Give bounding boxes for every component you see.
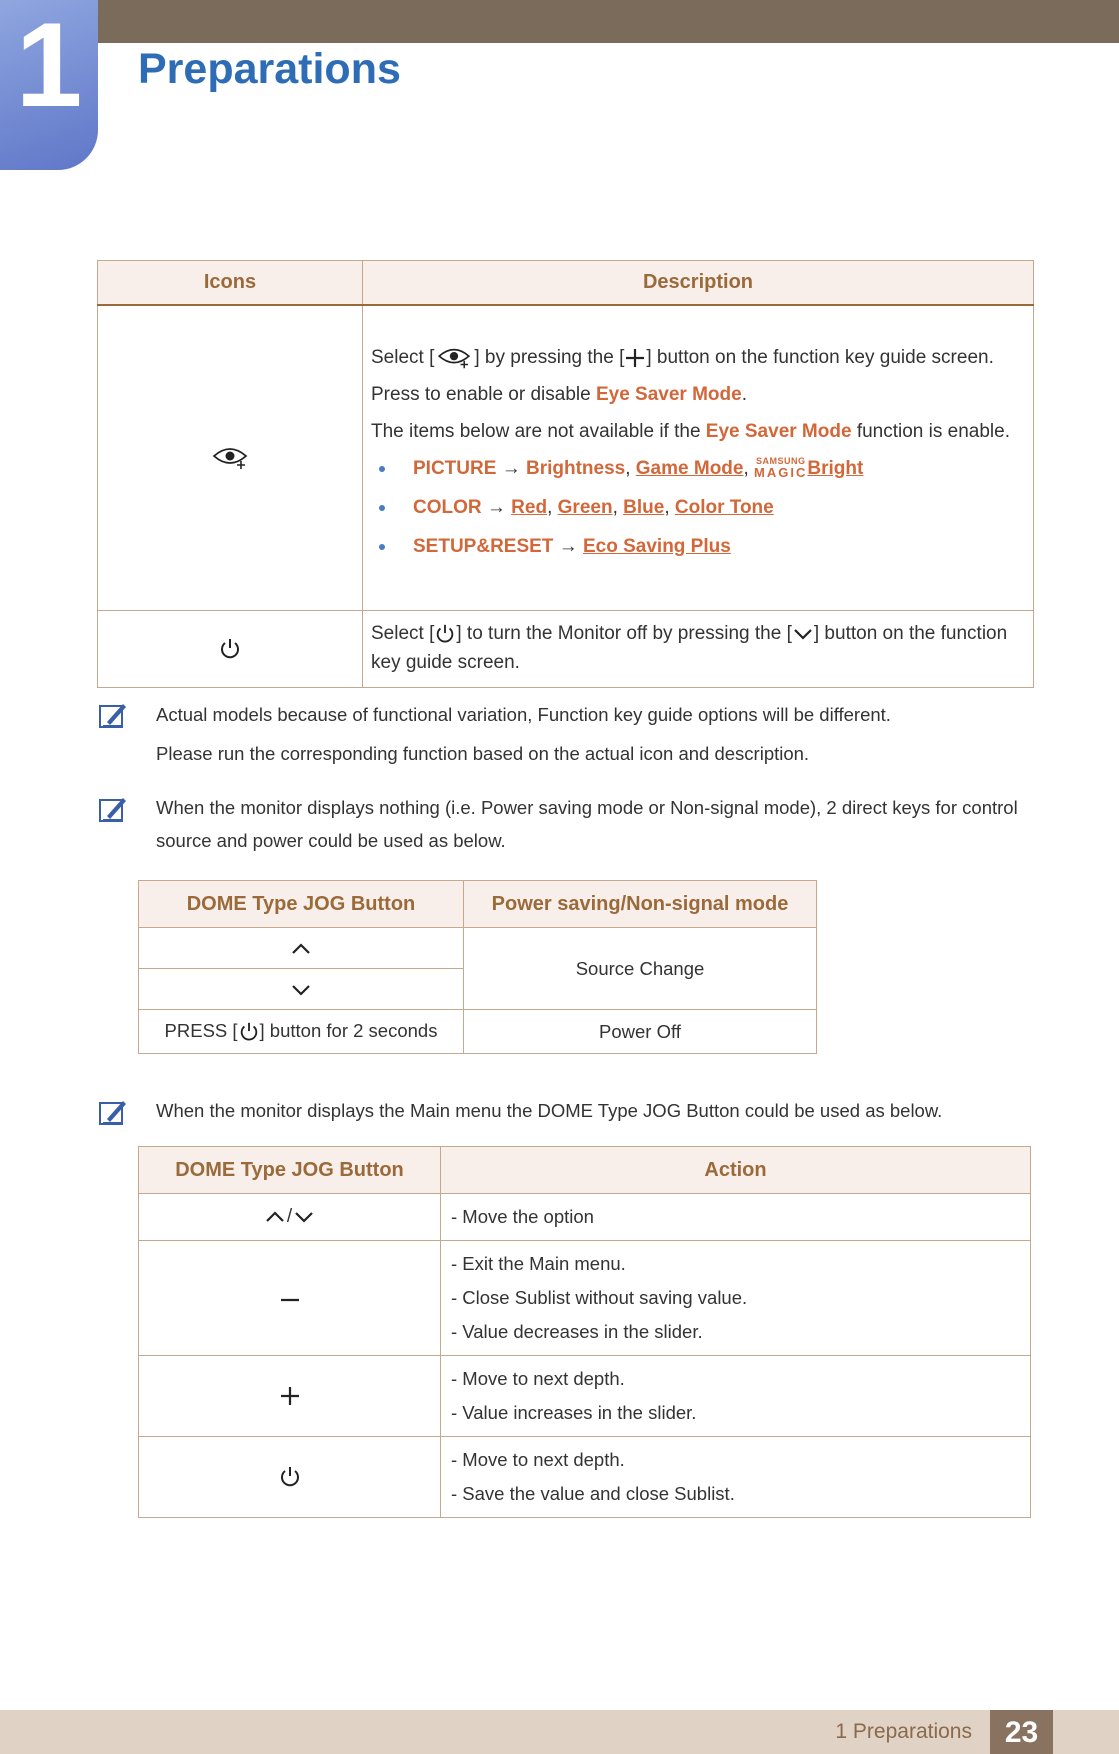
table-row [139, 1241, 1031, 1356]
chevron-down-icon [792, 624, 814, 644]
chevron-up-icon [263, 1208, 287, 1226]
game-mode-link[interactable]: Game Mode [635, 457, 744, 479]
page-number: 23 [990, 1710, 1053, 1754]
list-item: PICTURE → Brightness, Game Mode, SAMSUNG MAGIC Bright [371, 454, 1025, 483]
table-row [98, 611, 1034, 688]
note-icon [97, 700, 127, 730]
footer-label: 1 Preparations [835, 1720, 972, 1743]
note-text: Please run the corresponding function based on the actual icon and description. [156, 743, 810, 764]
power-description: Select [ ] to turn the Monitor off by pressing the [ ] button on the function key guide screen. [363, 611, 1034, 688]
power-icon [434, 623, 456, 645]
chapter-number-tab: 1 [0, 0, 98, 170]
table-row [139, 928, 817, 969]
header-action: Action [441, 1147, 1031, 1194]
power-saving-table [138, 880, 817, 1054]
action-cell: - Move the option [441, 1194, 1031, 1241]
header-button: DOME Type JOG Button [139, 881, 464, 928]
chevron-up-cell [139, 928, 464, 969]
source-change-cell: Source Change [464, 928, 817, 1010]
list-item: SETUP&RESET → Eco Saving Plus [371, 532, 1025, 561]
footer-bar [0, 1710, 1119, 1754]
note-text: Actual models because of functional variation, Function key guide options will be different. [156, 704, 891, 725]
header-mode: Power saving/Non-signal mode [464, 881, 817, 928]
table-row [98, 305, 1034, 611]
icons-description-table [97, 260, 1034, 688]
power-icon [218, 637, 242, 661]
header-bar [0, 0, 1119, 43]
main-menu-table [138, 1146, 1031, 1518]
table-row [139, 1356, 1031, 1437]
power-icon [238, 1021, 260, 1043]
chevron-down-cell [139, 969, 464, 1010]
note-icon [97, 794, 127, 824]
power-cell [139, 1437, 441, 1518]
plus-icon [624, 347, 646, 369]
press-power-cell: PRESS [ ] button for 2 seconds [139, 1010, 464, 1054]
header-icons: Icons [98, 261, 363, 305]
eye-saver-icon-cell [98, 305, 363, 611]
plus-cell [139, 1356, 441, 1437]
power-icon-cell [98, 611, 363, 688]
header-button: DOME Type JOG Button [139, 1147, 441, 1194]
power-icon [278, 1465, 302, 1489]
table-row [139, 1437, 1031, 1518]
magic-bright-link[interactable]: Bright [807, 457, 864, 479]
minus-icon [278, 1288, 302, 1308]
chevron-down-icon [292, 1208, 316, 1226]
table-row [139, 1194, 1031, 1241]
page-title: Preparations [138, 45, 401, 93]
green-link[interactable]: Green [557, 496, 613, 518]
note-text: When the monitor displays the Main menu the DOME Type JOG Button could be used as below. [156, 1100, 943, 1121]
minus-cell [139, 1241, 441, 1356]
action-cell: - Move to next depth. - Value increases in the slider. [441, 1356, 1031, 1437]
list-item: COLOR → Red, Green, Blue, Color Tone [371, 493, 1025, 522]
up-down-cell: / [139, 1194, 441, 1241]
eye-saver-icon [434, 345, 474, 371]
action-cell: - Exit the Main menu. - Close Sublist without saving value. - Value decreases in the slider. [441, 1241, 1031, 1356]
chevron-up-icon [289, 940, 313, 958]
samsung-magic-logo: SAMSUNG MAGIC [754, 455, 808, 480]
red-link[interactable]: Red [511, 496, 548, 518]
note-text: When the monitor displays nothing (i.e. Power saving mode or Non-signal mode), 2 direct keys for control source and power could be used as below. [156, 797, 1018, 851]
blue-link[interactable]: Blue [623, 496, 665, 518]
chevron-down-icon [289, 981, 313, 999]
header-description: Description [363, 261, 1034, 305]
eye-saver-description: Select [ ] by pressing the [ ] button on the function key guide screen. Press to enable or disable Eye Saver Mode. The items below are not available if the Eye Saver Mode function is enable. PICTURE → Brightness, Game Mode, SAMSUNG MAGIC Bright COLOR → Red, Green, Blue, Color Tone SETUP&RESET → Eco Saving Plus [363, 305, 1034, 611]
note-icon [97, 1097, 127, 1127]
table-row [139, 1010, 817, 1054]
eco-saving-plus-link[interactable]: Eco Saving Plus [582, 535, 731, 557]
plus-icon [278, 1384, 302, 1408]
color-tone-link[interactable]: Color Tone [674, 496, 774, 518]
power-off-cell: Power Off [464, 1010, 817, 1054]
action-cell: - Move to next depth. - Save the value and close Sublist. [441, 1437, 1031, 1518]
eye-saver-icon [210, 444, 250, 472]
